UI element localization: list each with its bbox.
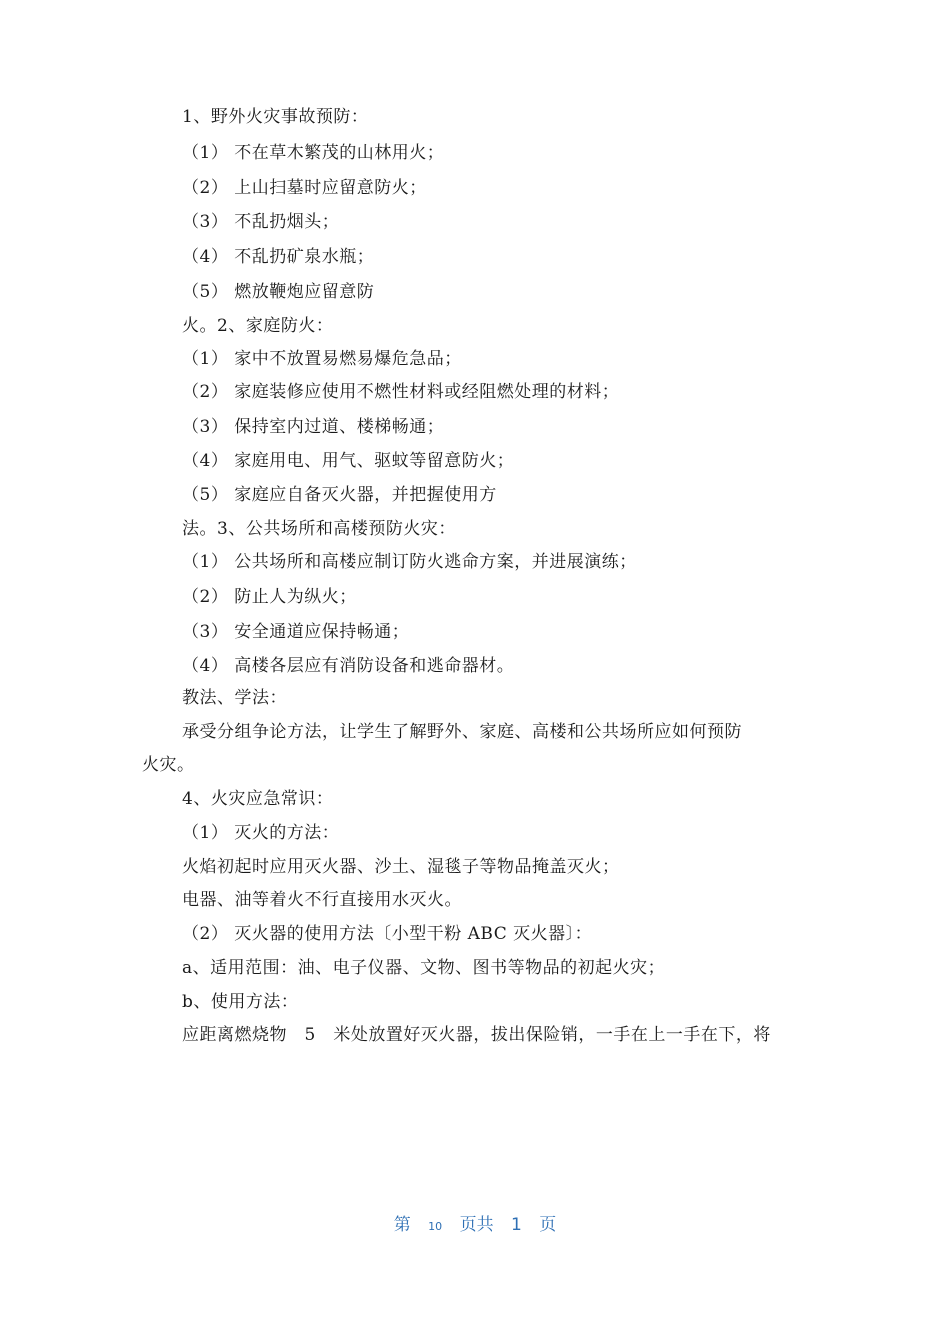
- text-line: （3） 安全通道应保持畅通；: [182, 622, 410, 642]
- text-line: 电器、油等着火不行直接用水灭火。: [182, 890, 462, 910]
- text-line: （2） 灭火器的使用方法〔小型干粉 ABC 灭火器〕：: [182, 924, 593, 944]
- text-line: （4） 不乱扔矿泉水瓶；: [182, 247, 375, 267]
- footer-middle: 页共: [459, 1215, 494, 1235]
- text-line: （2） 上山扫墓时应留意防火；: [182, 178, 427, 198]
- text-line: （1） 家中不放置易燃易爆危急品；: [182, 349, 462, 369]
- text-line: a、适用范围：油、电子仪器、文物、图书等物品的初起火灾；: [182, 958, 666, 978]
- text-line: 火焰初起时应用灭火器、沙土、湿毯子等物品掩盖灭火；: [182, 857, 620, 877]
- text-line: （1） 公共场所和高楼应制订防火逃命方案，并进展演练；: [182, 552, 637, 572]
- text-line: （3） 不乱扔烟头；: [182, 212, 340, 232]
- text-line: 法。3、公共场所和高楼预防火灾：: [182, 519, 456, 539]
- text-line: （1） 不在草木繁茂的山林用火；: [182, 143, 445, 163]
- page-footer: [0, 1210, 950, 1235]
- text-line: 1、野外火灾事故预防：: [182, 107, 369, 127]
- text-line: 教法、学法：: [182, 688, 287, 708]
- text-line: （4） 家庭用电、用气、驱蚊等留意防火；: [182, 451, 515, 471]
- text-line: 应距离燃烧物 5 米处放置好灭火器，拔出保险销，一手在上一手在下，将: [182, 1025, 771, 1045]
- footer-current-page: 10: [428, 1220, 443, 1233]
- text-line: 4、火灾应急常识：: [182, 789, 334, 809]
- footer-prefix: 第: [393, 1215, 411, 1235]
- text-line: （1） 灭火的方法：: [182, 823, 340, 843]
- text-line: （5） 燃放鞭炮应留意防: [182, 282, 375, 302]
- text-line: 火。2、家庭防火：: [182, 316, 334, 336]
- footer-total-pages: 1: [510, 1215, 522, 1235]
- text-line: 承受分组争论方法，让学生了解野外、家庭、高楼和公共场所应如何预防: [182, 722, 742, 742]
- text-line: （5） 家庭应自备灭火器，并把握使用方: [182, 485, 497, 505]
- text-line: （2） 家庭装修应使用不燃性材料或经阻燃处理的材料；: [182, 382, 620, 402]
- text-line: （4） 高楼各层应有消防设备和逃命器材。: [182, 656, 515, 676]
- text-line: （3） 保持室内过道、楼梯畅通；: [182, 417, 445, 437]
- text-line: b、使用方法：: [182, 992, 299, 1012]
- text-line: 火灾。: [142, 755, 195, 775]
- footer-suffix: 页: [539, 1215, 557, 1235]
- text-line: （2） 防止人为纵火；: [182, 587, 357, 607]
